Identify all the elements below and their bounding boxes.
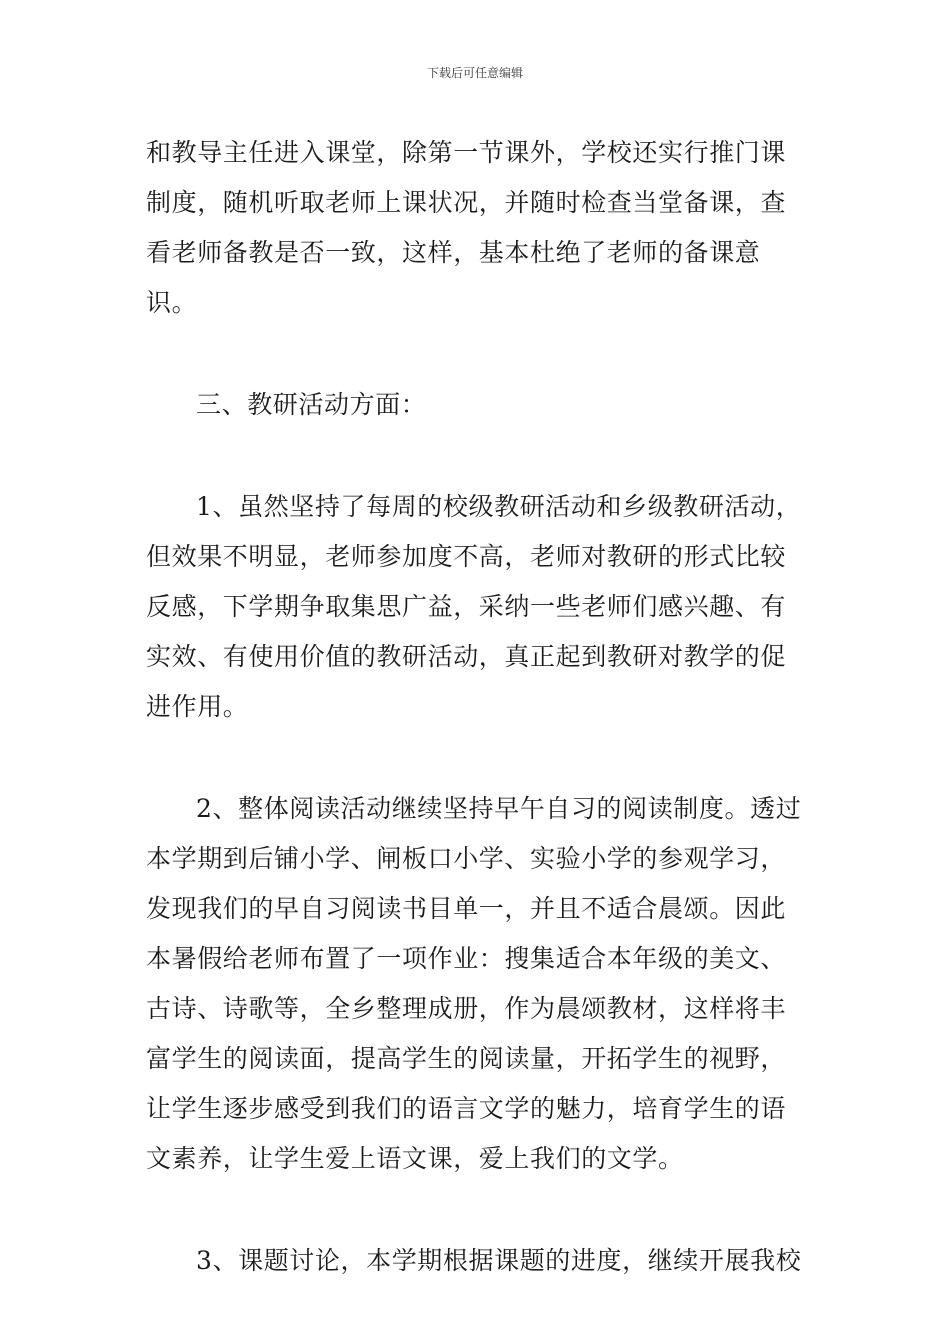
section-heading: 三、教研活动方面： [196, 390, 427, 419]
paragraph-item-2: 2、整体阅读活动继续坚持早午自习的阅读制度。透过本学期到后铺小学、闸板口小学、实验小学的参观学习，发现我们的早自习阅读书目单一，并且不适合晨颂。因此本暑假给老师布置了一项作业：搜集适合本年级的美文、古诗、诗歌等，全乡整理成册，作为晨颂教材，这样将丰富学生的阅读面，提高学生的阅读量，开拓学生的视野，让学生逐步感受到我们的语言文学的魅力，培育学生的语文素养，让学生爱上语文课，爱上我们的文学。 [146, 794, 802, 1173]
paragraph-item-3: 3、课题讨论，本学期根据课题的进度，继续开展我校 [196, 1246, 802, 1275]
paragraph-gap [146, 732, 808, 784]
paragraph-gap [146, 328, 808, 380]
paragraph-gap [146, 430, 808, 482]
document-body [146, 128, 808, 1286]
paragraph-item-1: 1、虽然坚持了每周的校级教研活动和乡级教研活动，但效果不明显，老师参加度不高，老师对教研的形式比较反感，下学期争取集思广益，采纳一些老师们感兴趣、有实效、有使用价值的教研活动，真正起到教研对教学的促进作用。 [146, 492, 802, 721]
paragraph-continuation: 和教导主任进入课堂，除第一节课外，学校还实行推门课制度，随机听取老师上课状况，并随时检查当堂备课，查看老师备教是否一致，这样，基本杜绝了老师的备课意识。 [146, 138, 787, 317]
page-header: 下载后可任意编辑 [426, 66, 523, 80]
paragraph-gap [146, 1184, 808, 1236]
